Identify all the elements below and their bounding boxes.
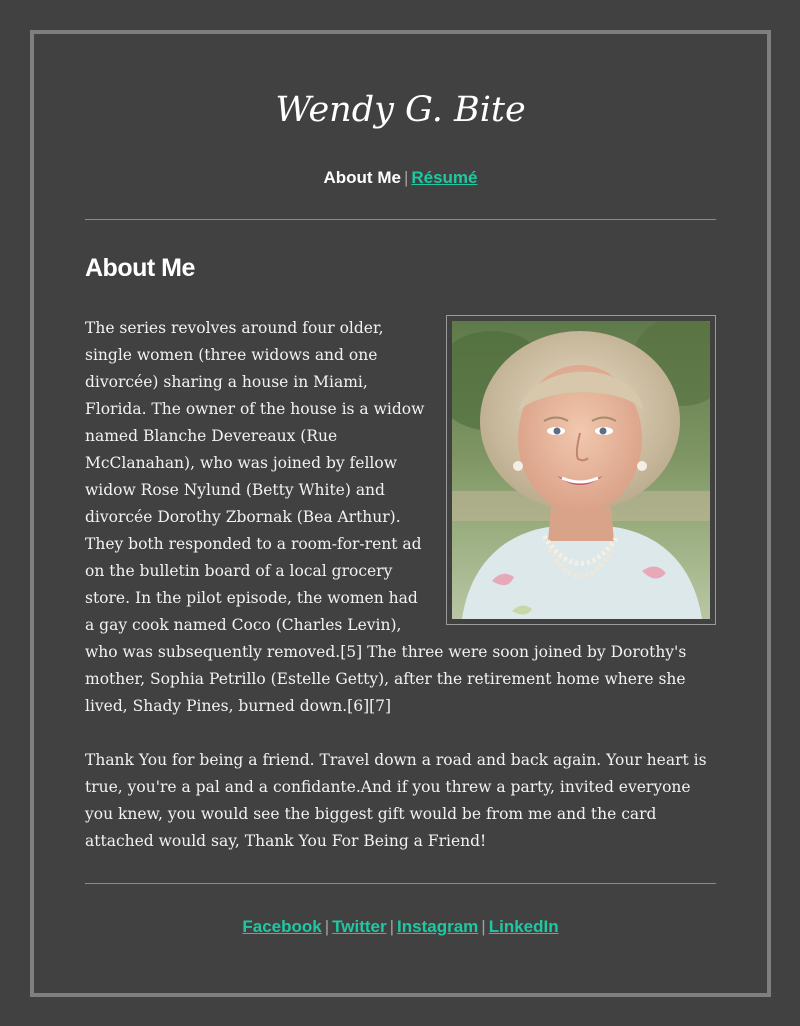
footer-separator: | (389, 917, 395, 936)
twitter-link[interactable]: Twitter (332, 917, 387, 936)
nav-separator: | (403, 168, 409, 187)
page-content (85, 34, 716, 993)
nav-item-about-me: About Me (323, 168, 401, 187)
portrait-photo-icon (452, 321, 710, 619)
section-title: About Me (85, 254, 195, 282)
main-nav (85, 168, 716, 188)
instagram-link[interactable]: Instagram (397, 917, 479, 936)
footer-links (85, 917, 716, 937)
about-paragraph-2: Thank You for being a friend. Travel down a road and back again. Your heart is true, you're a pal and a confidante.And if you threw a party, invited everyone you knew, you would see the biggest gift would be from me and the card attached would say, Thank You For Being a Friend! (85, 751, 707, 850)
facebook-link[interactable]: Facebook (242, 917, 322, 936)
footer-divider (85, 883, 716, 884)
footer-separator: | (481, 917, 486, 936)
site-title: Wendy G. Bite (275, 90, 526, 130)
about-paragraph-1: The series revolves around four older, single women (three widows and one divorcée) sharing a house in Miami, Florida. The owner of the house is a widow named Blanche Devereaux (Rue McClanahan), who was joined by fellow widow Rose Nylund (Betty White) and divorcée Dorothy Zbornak (Bea Arthur). They both responded to a room-for-rent ad on the bulletin board of a local grocery store. In the pilot episode, the women had a gay cook named Coco (Charles Levin), who was subsequently removed.[5] The three were soon joined by Dorothy's mother, Sophia Petrillo (Estelle Getty), after the retirement home where she lived, Shady Pines, burned down.[6][7] (85, 319, 687, 715)
footer-separator: | (324, 917, 330, 936)
about-content (85, 315, 716, 855)
linkedin-link[interactable]: LinkedIn (488, 917, 559, 936)
profile-photo (446, 315, 716, 625)
nav-item-resume[interactable]: Résumé (411, 168, 478, 187)
header-divider (85, 219, 716, 220)
page-frame (30, 30, 771, 997)
